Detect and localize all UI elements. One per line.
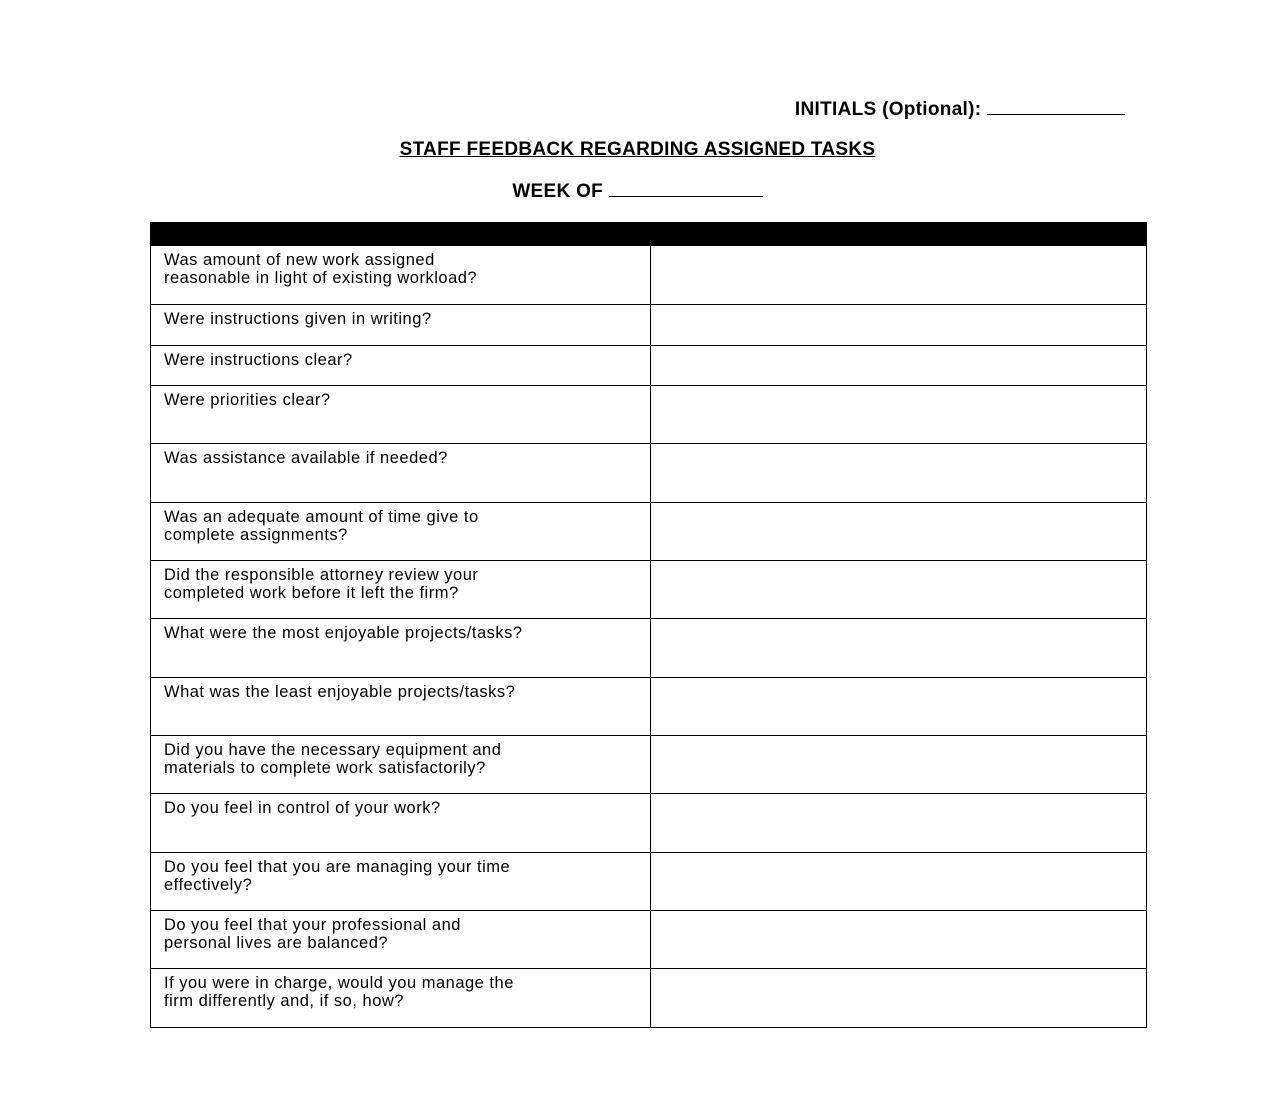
question-cell: Do you feel that you are managing your time effectively? xyxy=(151,853,651,911)
answer-cell[interactable] xyxy=(651,386,1147,444)
table-row xyxy=(151,561,1147,619)
question-cell: Were priorities clear? xyxy=(151,386,651,444)
table-header-row xyxy=(151,223,1147,246)
question-cell: Was assistance available if needed? xyxy=(151,444,651,503)
table-row xyxy=(151,736,1147,794)
question-cell: Did the responsible attorney review your completed work before it left the firm? xyxy=(151,561,651,619)
table-row xyxy=(151,911,1147,969)
question-cell: What was the least enjoyable projects/tasks? xyxy=(151,678,651,736)
question-cell: Do you feel that your professional and personal lives are balanced? xyxy=(151,911,651,969)
page-title: STAFF FEEDBACK REGARDING ASSIGNED TASKS xyxy=(399,139,876,160)
table-row xyxy=(151,794,1147,853)
question-cell: Was amount of new work assigned reasonable in light of existing workload? xyxy=(151,246,651,305)
answer-cell[interactable] xyxy=(651,853,1147,911)
initials-field xyxy=(795,98,1125,121)
answer-cell[interactable] xyxy=(651,736,1147,794)
answer-cell[interactable] xyxy=(651,444,1147,503)
answer-cell[interactable] xyxy=(651,969,1147,1028)
question-cell: What were the most enjoyable projects/tasks? xyxy=(151,619,651,678)
table-row xyxy=(151,444,1147,503)
initials-blank[interactable] xyxy=(987,98,1125,115)
feedback-table xyxy=(150,222,1147,1028)
answer-cell[interactable] xyxy=(651,794,1147,853)
question-cell: Was an adequate amount of time give to complete assignments? xyxy=(151,503,651,561)
table-row xyxy=(151,853,1147,911)
header-cell xyxy=(651,223,1147,246)
answer-cell[interactable] xyxy=(651,246,1147,305)
answer-cell[interactable] xyxy=(651,678,1147,736)
table-row xyxy=(151,678,1147,736)
answer-cell[interactable] xyxy=(651,503,1147,561)
question-cell: Do you feel in control of your work? xyxy=(151,794,651,853)
answer-cell[interactable] xyxy=(651,346,1147,386)
table-row xyxy=(151,246,1147,305)
initials-label: INITIALS (Optional): xyxy=(794,99,982,120)
answer-cell[interactable] xyxy=(651,561,1147,619)
answer-cell[interactable] xyxy=(651,305,1147,346)
answer-cell[interactable] xyxy=(651,911,1147,969)
week-of-label: WEEK OF xyxy=(512,181,604,202)
answer-cell[interactable] xyxy=(651,619,1147,678)
table-row xyxy=(151,969,1147,1028)
question-cell: If you were in charge, would you manage the firm differently and, if so, how? xyxy=(151,969,651,1028)
table-row xyxy=(151,346,1147,386)
week-of-field xyxy=(0,180,1275,203)
table-row xyxy=(151,305,1147,346)
question-cell: Were instructions given in writing? xyxy=(151,305,651,346)
question-cell: Were instructions clear? xyxy=(151,346,651,386)
table-row xyxy=(151,386,1147,444)
week-of-blank[interactable] xyxy=(609,180,763,197)
header-cell xyxy=(151,223,651,246)
table-row xyxy=(151,503,1147,561)
table-row xyxy=(151,619,1147,678)
question-cell: Did you have the necessary equipment and materials to complete work satisfactorily? xyxy=(151,736,651,794)
